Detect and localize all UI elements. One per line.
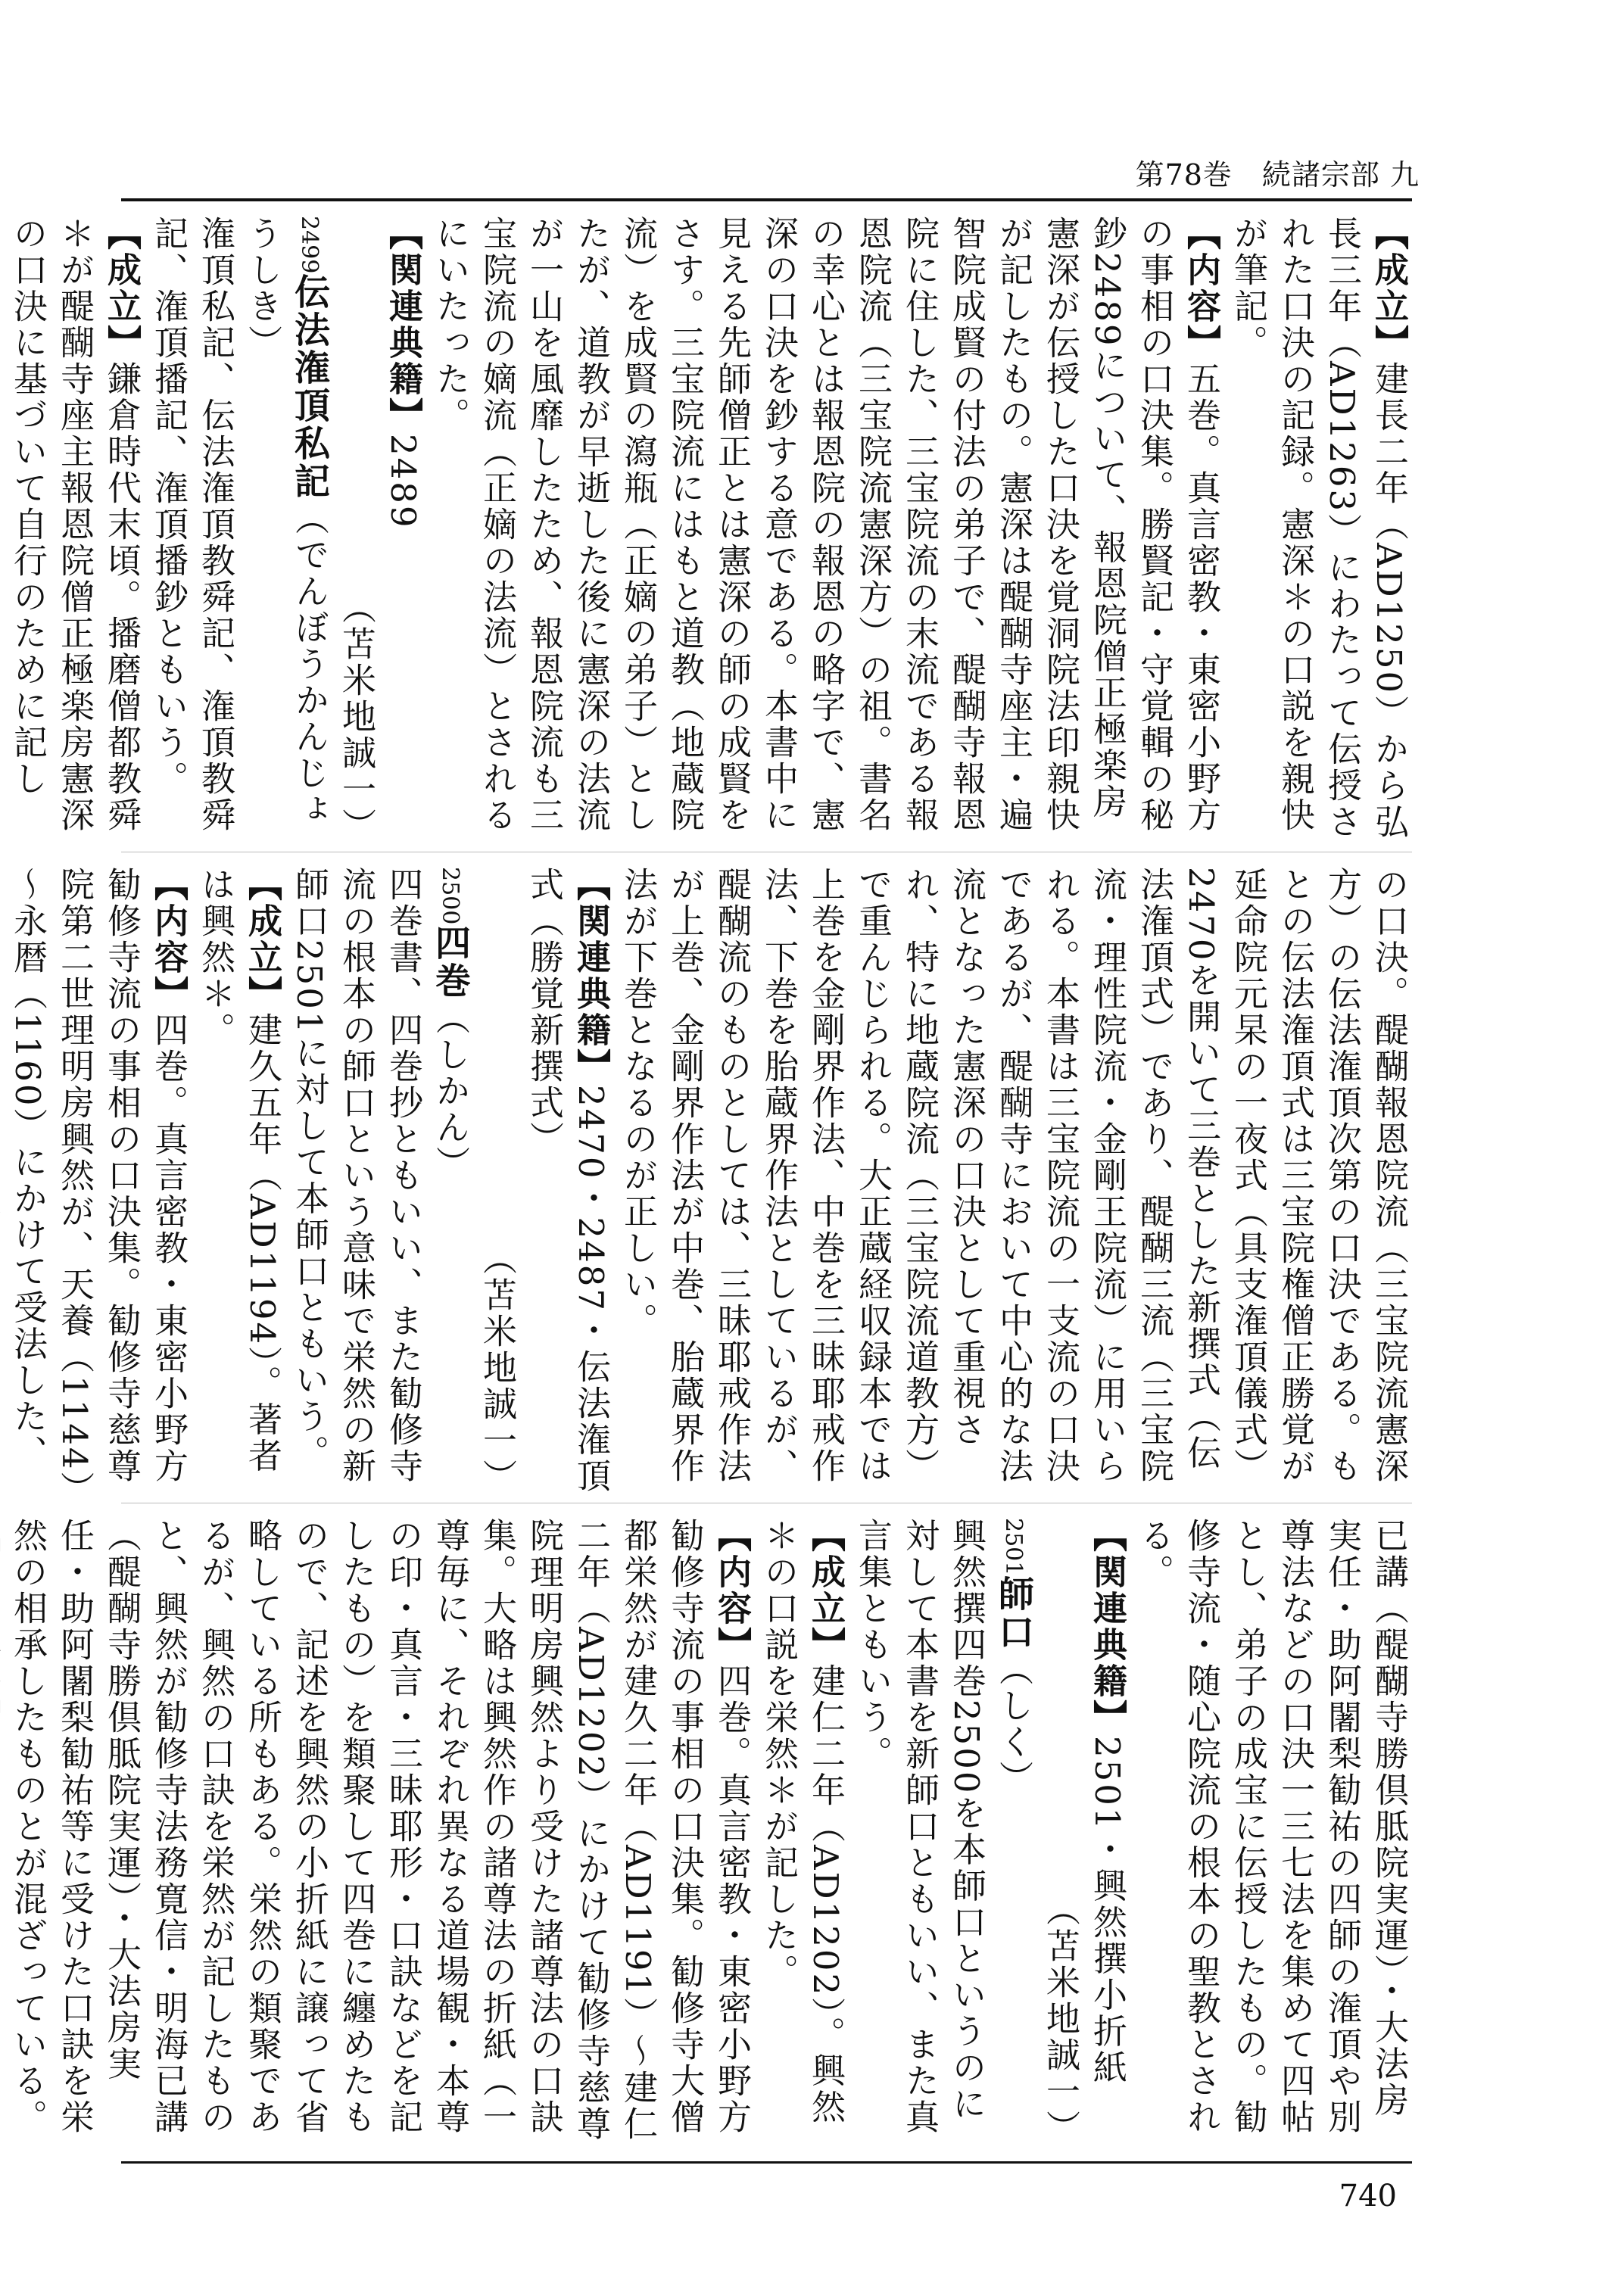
entry-number: 2501 xyxy=(1000,1518,1027,1576)
paragraph xyxy=(520,867,614,1495)
section-label xyxy=(0,1518,1,1736)
section-text: 建久五年（AD1194）。著者は興然＊。 xyxy=(195,867,282,1475)
paragraph xyxy=(145,216,238,844)
entry-number: 2500 xyxy=(437,867,463,925)
paragraph xyxy=(285,867,426,1495)
footer-rule xyxy=(121,2161,1412,2164)
entry-title: 師口 xyxy=(993,1575,1034,1652)
text-tier-top xyxy=(8,216,1412,844)
entry-reading: （しかん） xyxy=(430,1000,470,1182)
paragraph xyxy=(614,867,1412,1495)
section-text: 建長二年（AD1250）から弘長三年（AD1263）にわたって伝授された口決の記録。憲深＊の口説を親快が筆記。 xyxy=(1228,216,1409,841)
paragraph xyxy=(192,867,285,1495)
section-label: 【成立】 xyxy=(1369,216,1409,361)
paragraph xyxy=(1130,1518,1412,2146)
section-label: 【成立】 xyxy=(101,216,142,361)
section-text: 鎌倉時代末頃。播磨僧都教舜＊が醍醐寺座主報恩院僧正極楽房憲深の口決に基づいて自行のために記し xyxy=(8,216,142,833)
page-number: 740 xyxy=(1339,2179,1397,2214)
paragraph xyxy=(426,216,1224,844)
author-credit: （苫米地誠一） xyxy=(1040,1892,1080,2146)
section-text: 五巻。真言密教・東密小野方の事相の口決集。勝賢記・守覚輯の秘鈔2489について、報恩院僧正極楽房憲深が伝授した口決を覚洞院法印親快が記したもの。憲深は醍醐寺座主・遍智院成賢の付法の弟子で、醍醐寺報恩院に住した、三宝院流の末流である報恩院流（三宝院流憲深方）の祖。書名の幸心とは報恩院の報恩の略字で、憲深の口決を鈔する意である。本書中に見える先師僧正とは憲深の師の成賢をさす。三宝院流にはもと道教（地蔵院流）を成賢の瀉瓶（正嫡の弟子）としたが、道教が早逝した後に憲深の法流が一山を風靡したため、報恩院流も三宝院流の嫡流（正嫡の法流）とされるにいたった。 xyxy=(430,216,1221,833)
section-text: 潅頂私記、伝法潅頂教舜記、潅頂教舜記、潅頂播記、潅頂播鈔ともいう。 xyxy=(148,216,235,833)
section-text: 2470・2487・伝法潅頂式（勝覚新撰式） xyxy=(524,867,611,1495)
paragraph xyxy=(849,1518,990,2146)
section-label: 【内容】 xyxy=(1181,216,1221,361)
entry-heading xyxy=(426,867,473,1495)
section-text: 建仁二年（AD1202）。興然＊の口説を栄然＊が記した。 xyxy=(759,1518,846,2126)
section-text: 2501・興然撰小折紙 xyxy=(1087,1736,1127,2086)
paragraph xyxy=(755,1518,849,2146)
section-text: 四巻書、四巻抄ともいい、また勧修寺流の根本の師口という意味で栄然の新師口2501に対して本師口ともいう。 xyxy=(289,867,423,1485)
header-rule xyxy=(121,198,1412,201)
section-text: 2489 xyxy=(383,434,423,530)
section-text: の口決。醍醐報恩院流（三宝院流憲深方）の伝法潅頂次第の口決である。もとの伝法潅頂式は三宝院権僧正勝覚が延命院元杲の一夜式（具支潅頂儀式）2470を開いて三巻とした新撰式（伝法潅頂式）であり、醍醐三流（三宝院流・理性院流・金剛王院流）に用いられる。本書は三宝院流の一支流の口決であるが、醍醐寺において中心的な法流となった憲深の口決として重視され、特に地蔵院流（三宝院流道教方）で重んじられる。大正蔵経収録本では上巻を金剛界作法、中巻を三昧耶戒作法、下巻を胎蔵界作法としているが、醍醐流のものとしては、三昧耶戒作法が上巻、金剛界作法が中巻、胎蔵界作法が下巻となるのが正しい。 xyxy=(618,867,1409,1485)
section-label: 【内容】 xyxy=(712,1518,752,1663)
section-label: 【内容】 xyxy=(148,867,189,1012)
paragraph xyxy=(4,1518,755,2146)
section-text: 四巻。真言密教・東密小野方勧修寺流の事相の口決集。勧修寺大僧都栄然が建久二年（AD1191）～建仁二年（AD1202）にかけて勧修寺慈尊院理明房興然より受けた諸尊法の口訣集。大略は興然作の諸尊法の折紙（一尊毎に、それぞれ異なる道場観・本尊の印・真言・三昧耶形・口訣などを記したもの）を類聚して四巻に纏めたもので、記述を興然の小折紙に譲って省略している所もある。栄然の類聚であるが、興然の口訣を栄然が記したものと、興然が勧修寺法務寛信・明海已講（醍醐寺勝倶胝院実運）・大法房実任・助阿闍梨勧祐等に受けた口訣を栄然の相承したものとが混ざっている。 xyxy=(8,1518,752,2143)
section-text: 已講（醍醐寺勝倶胝院実運）・大法房実任・助阿闍梨勧祐の四師の潅頂や別尊法などの口決一三七法を集めて四帖とし、弟子の成宝に伝授したもの。勧修寺流・随心院流の根本の聖教とされる。 xyxy=(1134,1518,1409,2136)
section-label: 【関連典籍】 xyxy=(571,867,611,1085)
author-credit: （苫米地誠一） xyxy=(336,590,376,844)
entry-number: 2499 xyxy=(296,216,323,274)
section-label: 【成立】 xyxy=(242,867,282,1012)
section-text: 四巻。真言密教・東密小野方勧修寺流の事相の口決集。勧修寺慈尊院第二世理明房興然が、天養（1144）～永暦（1160）にかけて受法した、 xyxy=(8,867,189,1491)
author-credit: （苫米地誠一） xyxy=(477,1241,517,1495)
entry-heading xyxy=(238,216,332,844)
paragraph xyxy=(1083,1518,1130,2146)
paragraph xyxy=(0,867,192,1495)
section-text xyxy=(0,1736,1,2086)
entry-heading xyxy=(990,1518,1036,2146)
section-label: 【関連典籍】 xyxy=(1087,1518,1127,1736)
text-tier-middle xyxy=(8,867,1412,1495)
section-label: 【関連典籍】 xyxy=(383,216,423,434)
running-header: 第78巻 続諸宗部 九 xyxy=(1135,158,1420,192)
entry-title: 四巻 xyxy=(429,924,471,1001)
text-tier-bottom xyxy=(8,1518,1412,2146)
section-label: 【成立】 xyxy=(806,1518,846,1663)
section-text: 興然撰四巻2500を本師口というのに対して本書を新師口ともいい、また真言集ともいう。 xyxy=(853,1518,987,2136)
paragraph xyxy=(0,216,145,844)
entry-title: 伝法潅頂私記 xyxy=(288,273,330,501)
entry-reading: （しく） xyxy=(993,1651,1033,1797)
paragraph xyxy=(1224,216,1412,844)
entry-reading: （でんぼうかんじょうしき） xyxy=(242,216,329,828)
paragraph xyxy=(0,1518,4,2146)
paragraph xyxy=(379,216,426,844)
